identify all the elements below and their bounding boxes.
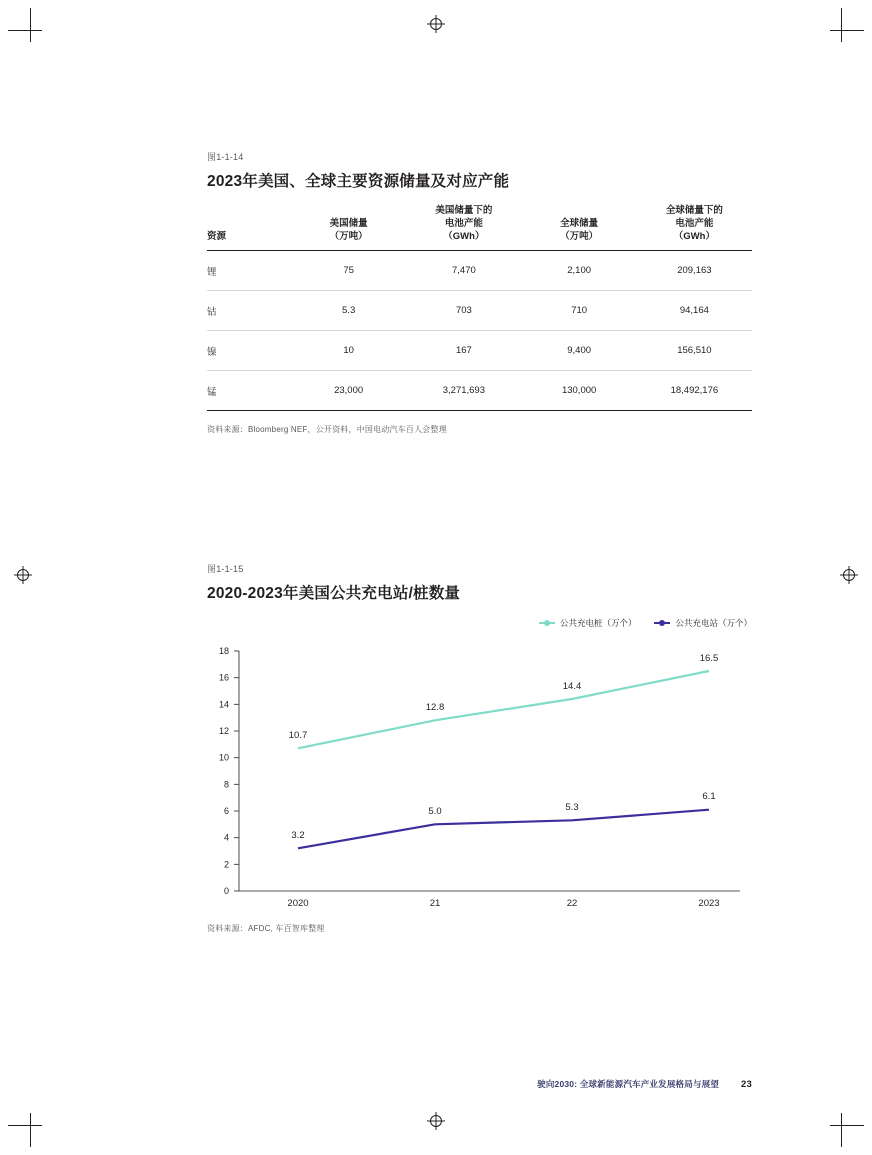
column-header-global-reserves-l2: （万吨）: [560, 230, 599, 242]
column-header-resource: [207, 205, 291, 250]
line-chart: [207, 617, 752, 917]
crop-mark-tr-v: [841, 8, 842, 42]
column-header-global-capacity-l3: （GWh）: [673, 230, 715, 242]
cell-us-reserves: 10: [291, 331, 406, 371]
cell-global-reserves: 710: [522, 291, 637, 331]
cell-global-reserves: 9,400: [522, 331, 637, 371]
legend-label-charging-stations: 公共充电站（万个）: [675, 618, 752, 628]
y-tick-label: 10: [218, 752, 229, 763]
cell-global-reserves: 2,100: [522, 251, 637, 291]
source-note-table: 资料来源：Bloomberg NEF，公开资料，中国电动汽车百人会整理: [207, 425, 447, 435]
cell-us-capacity: 3,271,693: [406, 371, 521, 411]
y-tick-label: 14: [218, 699, 229, 710]
legend-label-charging-piles: 公共充电桩（万个）: [559, 618, 637, 628]
crop-mark-br-v: [841, 1113, 842, 1147]
data-label-stations-2020: 3.2: [291, 830, 305, 841]
cell-us-reserves: 5.3: [291, 291, 406, 331]
crop-mark-br-h: [830, 1125, 864, 1126]
data-label-stations-2022: 5.3: [565, 802, 579, 813]
column-header-us-capacity-l1: 美国储量下的: [435, 205, 493, 216]
y-tick-label: 8: [223, 779, 229, 790]
series-line-charging-piles: [298, 671, 709, 748]
cell-resource: 镍: [207, 331, 291, 371]
column-header-global-capacity: [637, 205, 752, 250]
y-tick-label: 12: [218, 726, 229, 736]
cell-resource: 锰: [207, 371, 291, 411]
chart-legend: [539, 617, 752, 629]
footer-title: 驶向2030: 全球新能源汽车产业发展格局与展望: [537, 1079, 720, 1089]
figure-chart-block: [207, 562, 752, 934]
cell-global-capacity: 18,492,176: [637, 371, 752, 411]
figure-number-table: 图1-1-14: [207, 152, 244, 162]
y-tick-label: 6: [223, 806, 229, 816]
cell-us-capacity: 167: [406, 331, 521, 371]
y-tick-label: 4: [223, 832, 229, 843]
page-number: 23: [741, 1079, 752, 1090]
table-row: [207, 331, 752, 371]
registration-mark-left: [14, 566, 32, 584]
cell-us-reserves: 75: [291, 251, 406, 291]
table-row: [207, 251, 752, 291]
x-axis-ticks: [287, 898, 719, 909]
legend-swatch-charging-stations: [654, 622, 670, 624]
crop-mark-tl-v: [30, 8, 31, 42]
data-label-piles-2021: 12.8: [425, 702, 445, 713]
crop-mark-tl-h: [8, 30, 42, 31]
cell-us-capacity: 703: [406, 291, 521, 331]
crop-mark-bl-h: [8, 1125, 42, 1126]
crop-mark-bl-v: [30, 1113, 31, 1147]
column-header-us-capacity-l3: （GWh）: [443, 230, 485, 242]
table-row: [207, 371, 752, 411]
cell-global-capacity: 94,164: [637, 291, 752, 331]
cell-us-capacity: 7,470: [406, 251, 521, 291]
cell-resource: 钴: [207, 291, 291, 331]
registration-mark-top: [427, 15, 445, 33]
column-header-us-capacity-l2: 电池产能: [444, 217, 483, 229]
table-header: [207, 205, 752, 251]
column-header-global-reserves: [522, 205, 637, 250]
crop-mark-tr-h: [830, 30, 864, 31]
chart-plot-area: [207, 641, 752, 911]
figure-title-chart: 2020-2023年美国公共充电站/桩数量: [207, 585, 461, 602]
series-line-charging-stations: [298, 810, 709, 849]
column-header-us-reserves-l2: （万吨）: [329, 230, 368, 242]
x-tick-label: 2023: [698, 898, 720, 909]
column-header-global-capacity-l2: 电池产能: [675, 217, 714, 229]
cell-global-capacity: 156,510: [637, 331, 752, 371]
source-note-chart: 资料来源：AFDC, 车百智库整理: [207, 924, 325, 933]
column-header-global-reserves-l1: 全球储量: [560, 217, 599, 229]
y-tick-label: 18: [218, 646, 229, 656]
figure-table-block: [207, 150, 752, 435]
y-tick-label: 16: [218, 672, 229, 683]
page-footer: [537, 1078, 752, 1090]
data-label-piles-2022: 14.4: [562, 681, 582, 692]
legend-swatch-charging-piles: [539, 622, 555, 624]
data-label-piles-2020: 10.7: [288, 730, 308, 741]
cell-global-reserves: 130,000: [522, 371, 637, 411]
x-tick-label: 22: [566, 898, 578, 909]
column-header-global-capacity-l1: 全球储量下的: [665, 205, 723, 216]
legend-item-charging-stations: [654, 617, 752, 629]
column-header-resource-l1: 资源: [207, 230, 227, 242]
registration-mark-right: [840, 566, 858, 584]
table-header-row: [207, 205, 752, 250]
registration-mark-bottom: [427, 1112, 445, 1130]
cell-global-capacity: 209,163: [637, 251, 752, 291]
figure-number-chart: 图1-1-15: [207, 564, 244, 574]
x-tick-label: 2020: [287, 898, 309, 909]
data-label-stations-2023: 6.1: [702, 791, 716, 802]
cell-us-reserves: 23,000: [291, 371, 406, 411]
resource-reserves-table: [207, 205, 752, 411]
y-tick-label: 0: [223, 886, 229, 896]
table-body: [207, 251, 752, 411]
column-header-us-reserves: [291, 205, 406, 250]
data-label-piles-2023: 16.5: [699, 653, 719, 664]
cell-resource: 锂: [207, 251, 291, 291]
x-tick-label: 21: [429, 898, 441, 909]
figure-title-table: 2023年美国、全球主要资源储量及对应产能: [207, 173, 510, 190]
column-header-us-reserves-l1: 美国储量: [329, 217, 368, 229]
data-label-stations-2021: 5.0: [428, 806, 442, 817]
y-tick-label: 2: [223, 859, 229, 870]
legend-item-charging-piles: [539, 617, 637, 629]
column-header-us-capacity: [406, 205, 521, 250]
table-row: [207, 291, 752, 331]
y-axis-ticks: [219, 646, 239, 896]
